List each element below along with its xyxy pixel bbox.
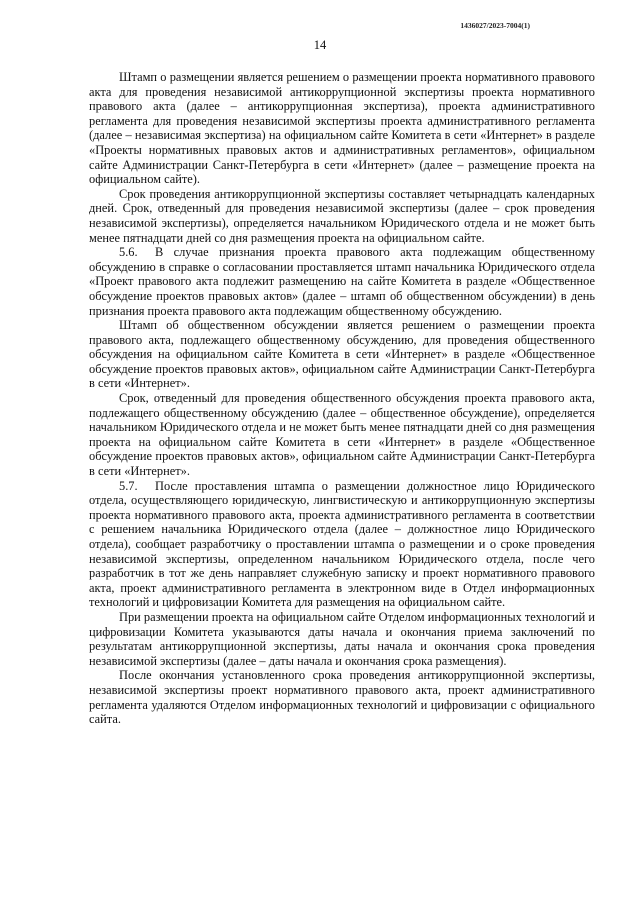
paragraph-text: Штамп о размещении является решением о размещении проекта нормативного правового акта для проведения независимой антикоррупционной экспертизы проекта нормативного правового акта (далее – антикоррупционная экспертиза), проекта административного регламента для проведения независимой экспертизы проекта административного регламента (далее – независимая экспертиза) на официальном сайте Комитета в сети «Интернет» в разделе «Проекты нормативных правовых актов и административных регламентов», официальном сайте Администрации Санкт-Петербурга в сети «Интернет» (далее – размещение проекта на официальном сайте).: [89, 70, 595, 187]
clause-number: 5.6.: [119, 245, 138, 260]
document-number: 1436027/2023-7004(1): [460, 21, 530, 30]
paragraph: [89, 318, 595, 391]
paragraph-text: Срок проведения антикоррупционной экспертизы составляет четырнадцать календарных дней. Срок, отведенный для проведения независимой экспертизы (далее – срок проведения независимой экспертизы), определяется начальником Юридического отдела и не может быть менее пятнадцати дней со дня размещения проекта на официальном сайте.: [89, 186, 595, 245]
clause-number: 5.7.: [119, 478, 138, 493]
document-body: [89, 70, 595, 727]
page-number: 14: [313, 38, 327, 52]
paragraph-text: В случае признания проекта правового акта подлежащим общественному обсуждению в справке о согласовании проставляется штамп начальника Юридического отдела «Проект правового акта подлежит размещению на сайте Комитета в разделе «Общественное обсуждение проектов правовых актов» (далее – штамп об общественном обсуждении) в день признания проекта правового акта подлежащим общественному обсуждению.: [89, 245, 595, 318]
paragraph: [89, 187, 595, 245]
paragraph-numbered: [89, 245, 595, 318]
paragraph-text: При размещении проекта на официальном сайте Отделом информационных технологий и цифровизации Комитета указываются даты начала и окончания приема заключений по результатам антикоррупционной экспертизы, даты начала и окончания срока проведения независимой экспертизы (далее – даты начала и окончания срока размещения).: [89, 609, 595, 668]
paragraph-text: Срок, отведенный для проведения общественного обсуждения проекта правового акта, подлежащего общественному обсуждению (далее – общественное обсуждение), определяется начальником Юридического отдела и не может быть менее пятнадцати дней со дня размещения проекта на официальном сайте Комитета в сети «Интернет» в разделе «Общественное обсуждение проектов правовых актов», официальном сайте Администрации Санкт-Петербурга в сети «Интернет».: [89, 391, 595, 479]
paragraph-numbered: [89, 479, 595, 610]
paragraph: [89, 668, 595, 726]
paragraph-text: После проставления штампа о размещении должностное лицо Юридического отдела, осуществляющего юридическую, лингвистическую и антикоррупционную экспертизы проекта нормативного правового акта, проекта административного регламента в соответствии с решением начальника Юридического отдела (далее – должностное лицо Юридического отдела), сообщает разработчику о проставлении штампа о размещении и о сроке проведения независимой экспертизы, определенном начальником Юридического отдела, после чего разработчик в тот же день направляет служебную записку и проект нормативного правового акта, проект административного регламента в электронном виде в Отдел информационных технологий и цифровизации Комитета для размещения на официальном сайте.: [89, 478, 595, 610]
paragraph: [89, 391, 595, 479]
paragraph: [89, 610, 595, 668]
paragraph-text: После окончания установленного срока проведения антикоррупционной экспертизы, независимой экспертизы проект нормативного правового акта, проект административного регламента удаляются Отделом информационных технологий и цифровизации с официального сайта.: [89, 668, 595, 727]
paragraph-text: Штамп об общественном обсуждении является решением о размещении проекта правового акта, подлежащего общественному обсуждению, для проведения общественного обсуждения на официальном сайте Комитета в сети «Интернет» в разделе «Общественное обсуждение проектов правовых актов», официальном сайте Администрации Санкт-Петербурга в сети «Интернет».: [89, 318, 595, 391]
paragraph: [89, 70, 595, 187]
